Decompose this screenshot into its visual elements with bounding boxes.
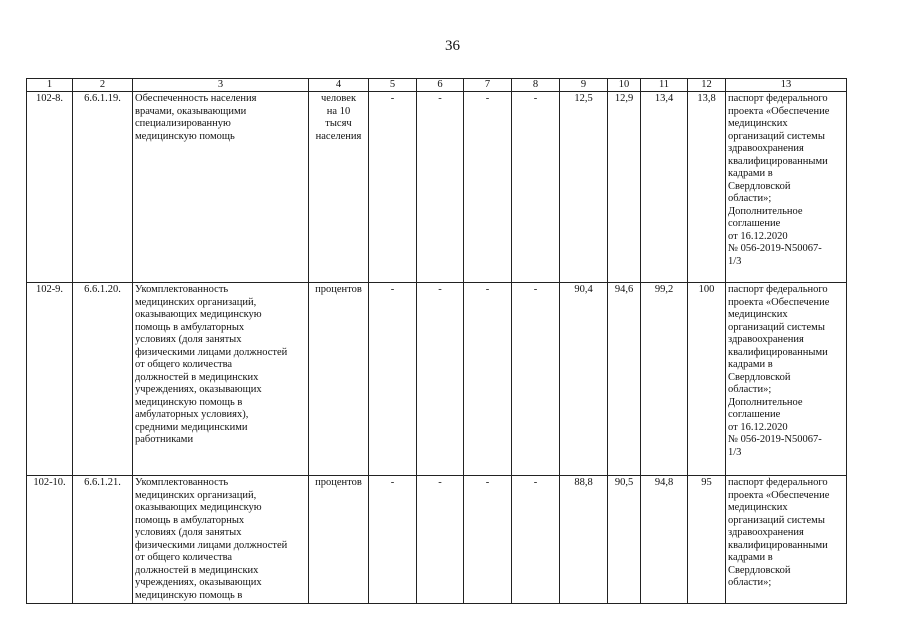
source-cell-line: организаций системы [728,130,825,142]
indicator-cell-line: условиях (доля занятых [135,334,242,345]
row-code-cell: 6.6.1.21. [73,476,133,604]
row-id-cell: 102-8. [27,92,73,283]
indicator-cell-line: от общего количества [135,359,233,370]
source-cell-line: квалифицированными [728,539,828,551]
indicator-cell-line: врачами, оказывающими [135,105,247,117]
indicator-cell-line: амбулаторных условиях), [135,409,249,420]
value-cell-c9: 88,8 [560,476,608,604]
source-cell [726,476,847,604]
source-cell-line: проекта «Обеспечение [728,489,830,501]
header-cell: 5 [369,79,417,92]
source-cell-line: здравоохранения [728,334,804,345]
header-cell: 11 [641,79,688,92]
unit-cell [309,92,369,283]
indicator-cell-line: помощь в амбулаторных [135,514,245,526]
source-cell-line: области»; [728,577,772,588]
header-cell: 8 [512,79,560,92]
source-cell-line: здравоохранения [728,143,804,154]
row-id-cell: 102-10. [27,476,73,604]
source-cell-line: № 056-2019-N50067- [728,243,822,254]
unit-cell-line: процентов [315,284,362,295]
value-cell-c11: 13,4 [641,92,688,283]
indicator-cell-line: медицинских организаций, [135,296,257,308]
indicator-cell-line: средними медицинскими [135,421,248,433]
source-cell-line: Дополнительное [728,205,803,217]
indicator-cell-line: учреждениях, оказывающих [135,577,262,588]
value-cell-c5: - [369,283,417,476]
unit-cell-line: процентов [315,477,362,488]
indicator-cell-line: физическими лицами должностей [135,346,288,358]
value-cell-c6: - [417,92,464,283]
source-cell-line: организаций системы [728,321,825,333]
indicator-cell-line: работниками [135,434,194,445]
source-cell-line: области»; [728,193,772,204]
source-cell-line: № 056-2019-N50067- [728,434,822,445]
source-cell-line: организаций системы [728,514,825,526]
value-cell-c8: - [512,283,560,476]
header-cell: 12 [688,79,726,92]
unit-cell-line: на 10 [326,105,351,117]
unit-cell [309,476,369,604]
value-cell-c10: 94,6 [608,283,641,476]
header-cell: 13 [726,79,847,92]
indicators-table [26,78,847,604]
source-cell-line: медицинских [728,502,788,513]
value-cell-c6: - [417,283,464,476]
value-cell-c12: 13,8 [688,92,726,283]
indicator-cell-line: должностей в медицинских [135,371,259,383]
source-cell-line: паспорт федерального [728,477,828,488]
row-id-cell: 102-9. [27,283,73,476]
header-cell: 9 [560,79,608,92]
indicator-cell-line: от общего количества [135,552,233,563]
unit-cell-line: населения [315,130,362,142]
unit-cell-line: тысяч [325,118,352,129]
source-cell [726,283,847,476]
unit-cell-line: человек [320,93,357,104]
indicator-cell-line: физическими лицами должностей [135,539,288,551]
value-cell-c10: 12,9 [608,92,641,283]
header-cell: 6 [417,79,464,92]
source-cell-line: области»; [728,384,772,395]
value-cell-c8: - [512,92,560,283]
header-cell: 4 [309,79,369,92]
source-cell-line: паспорт федерального [728,284,828,295]
table-header-row [27,79,847,92]
indicator-cell [133,92,309,283]
value-cell-c10: 90,5 [608,476,641,604]
indicator-cell-line: учреждениях, оказывающих [135,384,262,395]
indicator-cell-line: должностей в медицинских [135,564,259,576]
value-cell-c11: 99,2 [641,283,688,476]
value-cell-c5: - [369,92,417,283]
indicator-cell-line: условиях (доля занятых [135,527,242,538]
source-cell-line: соглашение [728,409,781,420]
source-cell-line: кадрами в [728,168,773,179]
source-cell-line: 1/3 [728,446,742,458]
indicator-cell-line: медицинских организаций, [135,489,257,501]
source-cell-line: Свердловской [728,180,791,192]
indicator-cell-line: помощь в амбулаторных [135,321,245,333]
value-cell-c9: 12,5 [560,92,608,283]
header-cell: 7 [464,79,512,92]
indicator-cell [133,283,309,476]
source-cell-line: проекта «Обеспечение [728,105,830,117]
source-cell [726,92,847,283]
source-cell-line: от 16.12.2020 [728,230,788,242]
table-row [27,476,847,604]
unit-cell [309,283,369,476]
source-cell-line: от 16.12.2020 [728,421,788,433]
indicator-cell-line: оказывающих медицинскую [135,502,262,513]
indicator-cell-line: Обеспеченность населения [135,93,257,104]
table-row [27,92,847,283]
source-cell-line: Дополнительное [728,396,803,408]
header-cell: 1 [27,79,73,92]
indicator-cell-line: оказывающих медицинскую [135,309,262,320]
source-cell-line: квалифицированными [728,155,828,167]
source-cell-line: 1/3 [728,255,742,267]
value-cell-c6: - [417,476,464,604]
row-code-cell: 6.6.1.20. [73,283,133,476]
source-cell-line: медицинских [728,309,788,320]
source-cell-line: паспорт федерального [728,93,828,104]
indicator-cell-line: Укомплектованность [135,284,229,295]
header-cell: 2 [73,79,133,92]
source-cell-line: кадрами в [728,359,773,370]
source-cell-line: Свердловской [728,564,791,576]
row-code-cell: 6.6.1.19. [73,92,133,283]
header-cell: 3 [133,79,309,92]
value-cell-c7: - [464,92,512,283]
indicator-cell [133,476,309,604]
value-cell-c5: - [369,476,417,604]
page-number: 36 [445,38,460,54]
indicator-cell-line: специализированную [135,118,231,129]
indicator-cell-line: медицинскую помощь в [135,396,243,408]
source-cell-line: здравоохранения [728,527,804,538]
source-cell-line: соглашение [728,218,781,229]
table-row [27,283,847,476]
indicator-cell-line: Укомплектованность [135,477,229,488]
value-cell-c8: - [512,476,560,604]
source-cell-line: кадрами в [728,552,773,563]
value-cell-c7: - [464,476,512,604]
value-cell-c12: 95 [688,476,726,604]
value-cell-c9: 90,4 [560,283,608,476]
indicator-cell-line: медицинскую помощь [135,130,235,142]
source-cell-line: медицинских [728,118,788,129]
source-cell-line: проекта «Обеспечение [728,296,830,308]
value-cell-c11: 94,8 [641,476,688,604]
value-cell-c12: 100 [688,283,726,476]
value-cell-c7: - [464,283,512,476]
indicator-cell-line: медицинскую помощь в [135,589,243,601]
source-cell-line: квалифицированными [728,346,828,358]
header-cell: 10 [608,79,641,92]
source-cell-line: Свердловской [728,371,791,383]
